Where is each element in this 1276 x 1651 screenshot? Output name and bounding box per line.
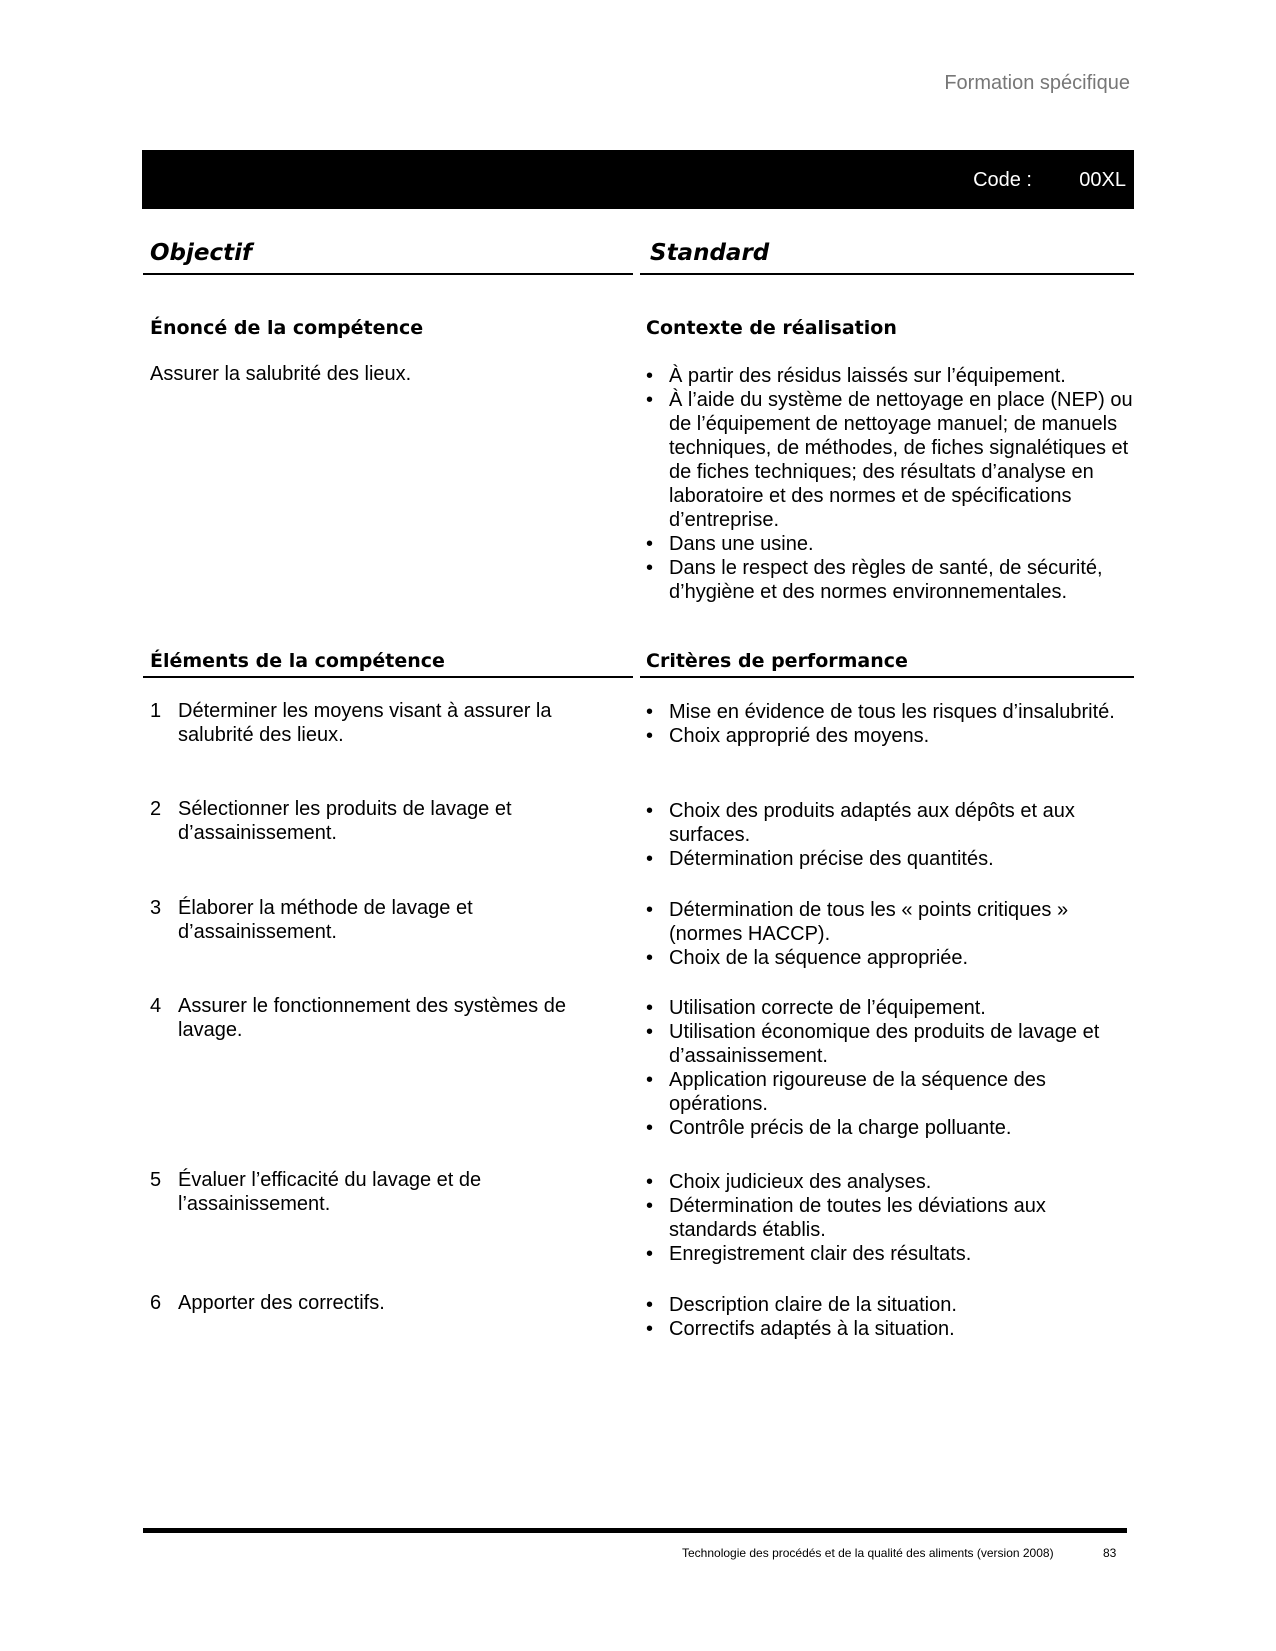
statement-text: Assurer la salubrité des lieux. <box>150 363 412 385</box>
criteria-item: • Contrôle précis de la charge polluante. <box>646 1117 1012 1139</box>
page-number: 83 <box>1103 1546 1117 1560</box>
element-item <box>150 1168 590 1216</box>
context-item: • Dans le respect des règles de santé, de sécurité, d’hygiène et des normes environnementales. <box>646 557 1103 603</box>
heading-rule-left <box>143 273 633 275</box>
element-number: 1 <box>150 700 162 722</box>
bullet-icon: • <box>646 1294 654 1316</box>
criteria-item: • Détermination précise des quantités. <box>646 848 994 870</box>
footer-title: Technologie des procédés et de la qualité des aliments (version 2008) <box>682 1546 1054 1560</box>
bullet-icon: • <box>646 557 654 579</box>
criteria-item: • Choix de la séquence appropriée. <box>646 947 969 969</box>
context-item: • À l’aide du système de nettoyage en place (NEP) ou de l’équipement de nettoyage manuel; de manuels techniques, de méthodes, de fiches signalétiques et de fiches techniques; des résultats d’analyse en laboratoire et des normes et de spécifications d’entreprise. <box>646 389 1133 531</box>
bullet-icon: • <box>646 701 654 723</box>
code-band <box>142 150 1134 209</box>
criteria-list <box>646 1170 1134 1266</box>
running-header: Formation spécifique <box>944 72 1130 94</box>
context-item: • À partir des résidus laissés sur l’équipement. <box>646 365 1066 387</box>
bullet-icon: • <box>646 1069 654 1091</box>
criteria-item: • Enregistrement clair des résultats. <box>646 1243 972 1265</box>
context-heading: Contexte de réalisation <box>646 317 897 339</box>
context-item: • Dans une usine. <box>646 533 814 555</box>
criteria-item: • Détermination de tous les « points critiques » (normes HACCP). <box>646 899 1069 945</box>
footer-rule <box>143 1528 1127 1533</box>
element-text: Apporter des correctifs. <box>178 1292 385 1314</box>
criteria-item: • Mise en évidence de tous les risques d’insalubrité. <box>646 701 1115 723</box>
section-rule-right <box>640 676 1134 678</box>
element-item <box>150 797 590 845</box>
bullet-icon: • <box>646 1171 654 1193</box>
element-item <box>150 699 590 747</box>
bullet-icon: • <box>646 365 654 387</box>
elements-heading: Éléments de la compétence <box>150 650 445 672</box>
bullet-icon: • <box>646 848 654 870</box>
element-text: Élaborer la méthode de lavage et d’assainissement. <box>178 897 473 943</box>
bullet-icon: • <box>646 1117 654 1139</box>
criteria-item: • Application rigoureuse de la séquence des opérations. <box>646 1069 1046 1115</box>
element-number: 2 <box>150 798 162 820</box>
element-number: 6 <box>150 1292 162 1314</box>
criteria-list <box>646 898 1134 970</box>
bullet-icon: • <box>646 800 654 822</box>
standard-heading: Standard <box>650 240 770 266</box>
criteria-item: • Correctifs adaptés à la situation. <box>646 1318 955 1340</box>
criteria-item: • Choix judicieux des analyses. <box>646 1171 932 1193</box>
criteria-list <box>646 996 1134 1140</box>
criteria-list <box>646 799 1134 871</box>
element-text: Déterminer les moyens visant à assurer la salubrité des lieux. <box>178 700 552 746</box>
criteria-item: • Description claire de la situation. <box>646 1294 957 1316</box>
bullet-icon: • <box>646 533 654 555</box>
criteria-item: • Utilisation économique des produits de lavage et d’assainissement. <box>646 1021 1100 1067</box>
criteria-item: • Détermination de toutes les déviations aux standards établis. <box>646 1195 1046 1241</box>
element-text: Assurer le fonctionnement des systèmes de lavage. <box>178 995 566 1041</box>
bullet-icon: • <box>646 1021 654 1043</box>
objectif-heading: Objectif <box>150 240 253 266</box>
element-number: 5 <box>150 1169 162 1191</box>
bullet-icon: • <box>646 1243 654 1265</box>
criteria-list <box>646 1293 1134 1341</box>
criteria-heading: Critères de performance <box>646 650 908 672</box>
bullet-icon: • <box>646 1195 654 1217</box>
element-number: 3 <box>150 897 162 919</box>
element-number: 4 <box>150 995 162 1017</box>
context-list <box>646 364 1134 604</box>
heading-rule-right <box>640 273 1134 275</box>
element-text: Évaluer l’efficacité du lavage et de l’assainissement. <box>178 1169 482 1215</box>
section-rule-left <box>143 676 633 678</box>
bullet-icon: • <box>646 997 654 1019</box>
code-value: 00XL <box>1079 169 1126 191</box>
code-label: Code : <box>973 169 1032 191</box>
element-item <box>150 896 590 944</box>
criteria-item: • Choix approprié des moyens. <box>646 725 930 747</box>
element-text: Sélectionner les produits de lavage et d’assainissement. <box>178 798 512 844</box>
bullet-icon: • <box>646 1318 654 1340</box>
criteria-list <box>646 700 1134 748</box>
bullet-icon: • <box>646 725 654 747</box>
criteria-item: • Utilisation correcte de l’équipement. <box>646 997 986 1019</box>
element-item <box>150 1291 590 1315</box>
bullet-icon: • <box>646 389 654 411</box>
criteria-item: • Choix des produits adaptés aux dépôts et aux surfaces. <box>646 800 1075 846</box>
bullet-icon: • <box>646 899 654 921</box>
element-item <box>150 994 590 1042</box>
bullet-icon: • <box>646 947 654 969</box>
statement-heading: Énoncé de la compétence <box>150 317 424 339</box>
